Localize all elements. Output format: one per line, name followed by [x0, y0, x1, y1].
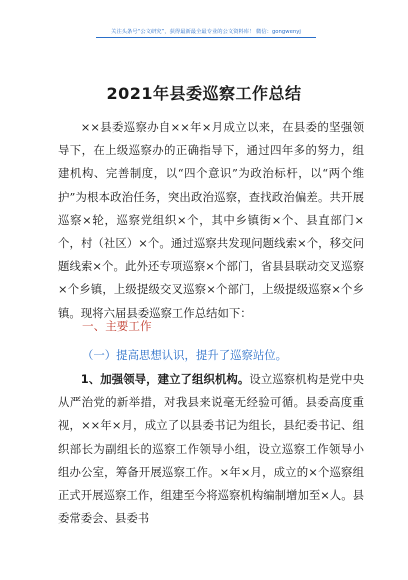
intro-paragraph: ××县委巡察办自××年×月成立以来，在县委的坚强领导下，在上级巡察办的正确指导下，通过四年多的努力，组建机构、完善制度，以“四个意识”为政治标杆，以“两个维护”为根本政治任务，突出政治巡察，查找政治偏差。共开展巡察×轮，巡察党组织×个，其中乡镇街×个、县直部门×个，村（社区）×个。通过巡察共发现问题线索×个，移交问题线索×个。此外还专项巡察×个部门，省县县联动交叉巡察×个乡镇，上级提级交叉巡察×个部门，上级提级巡察×个乡镇。现将六届县委巡察工作总结如下：: [58, 120, 364, 320]
page-title: 2021年县委巡察工作总结: [106, 84, 302, 103]
item-body: 设立巡察机构是党中央从严治党的新举措，对我县来说毫无经验可循。县委高度重视，××年×月，成立了以县委书记为组长，县纪委书记、组织部长为副组长的巡察工作领导小组，设立巡察工作领导小组办公室，筹备开展巡察工作。×年×月，成立的×个巡察组正式开展巡察工作，组建至今将巡察机构编制增加至×人。县委常委会、县委书: [58, 372, 364, 526]
banner-divider: [96, 37, 316, 38]
subsection-heading: （一）提高思想认识，提升了巡察站位。: [82, 348, 288, 362]
body-paragraph: [58, 368, 364, 530]
section-heading: 一、主要工作: [82, 319, 152, 333]
banner-text: 关注头条号“公文研究”，获得最新最全最专业的公文资料库！ 微信：gongwenyj: [111, 29, 301, 35]
item-heading: 1、加强领导，建立了组织机构。: [80, 372, 250, 386]
